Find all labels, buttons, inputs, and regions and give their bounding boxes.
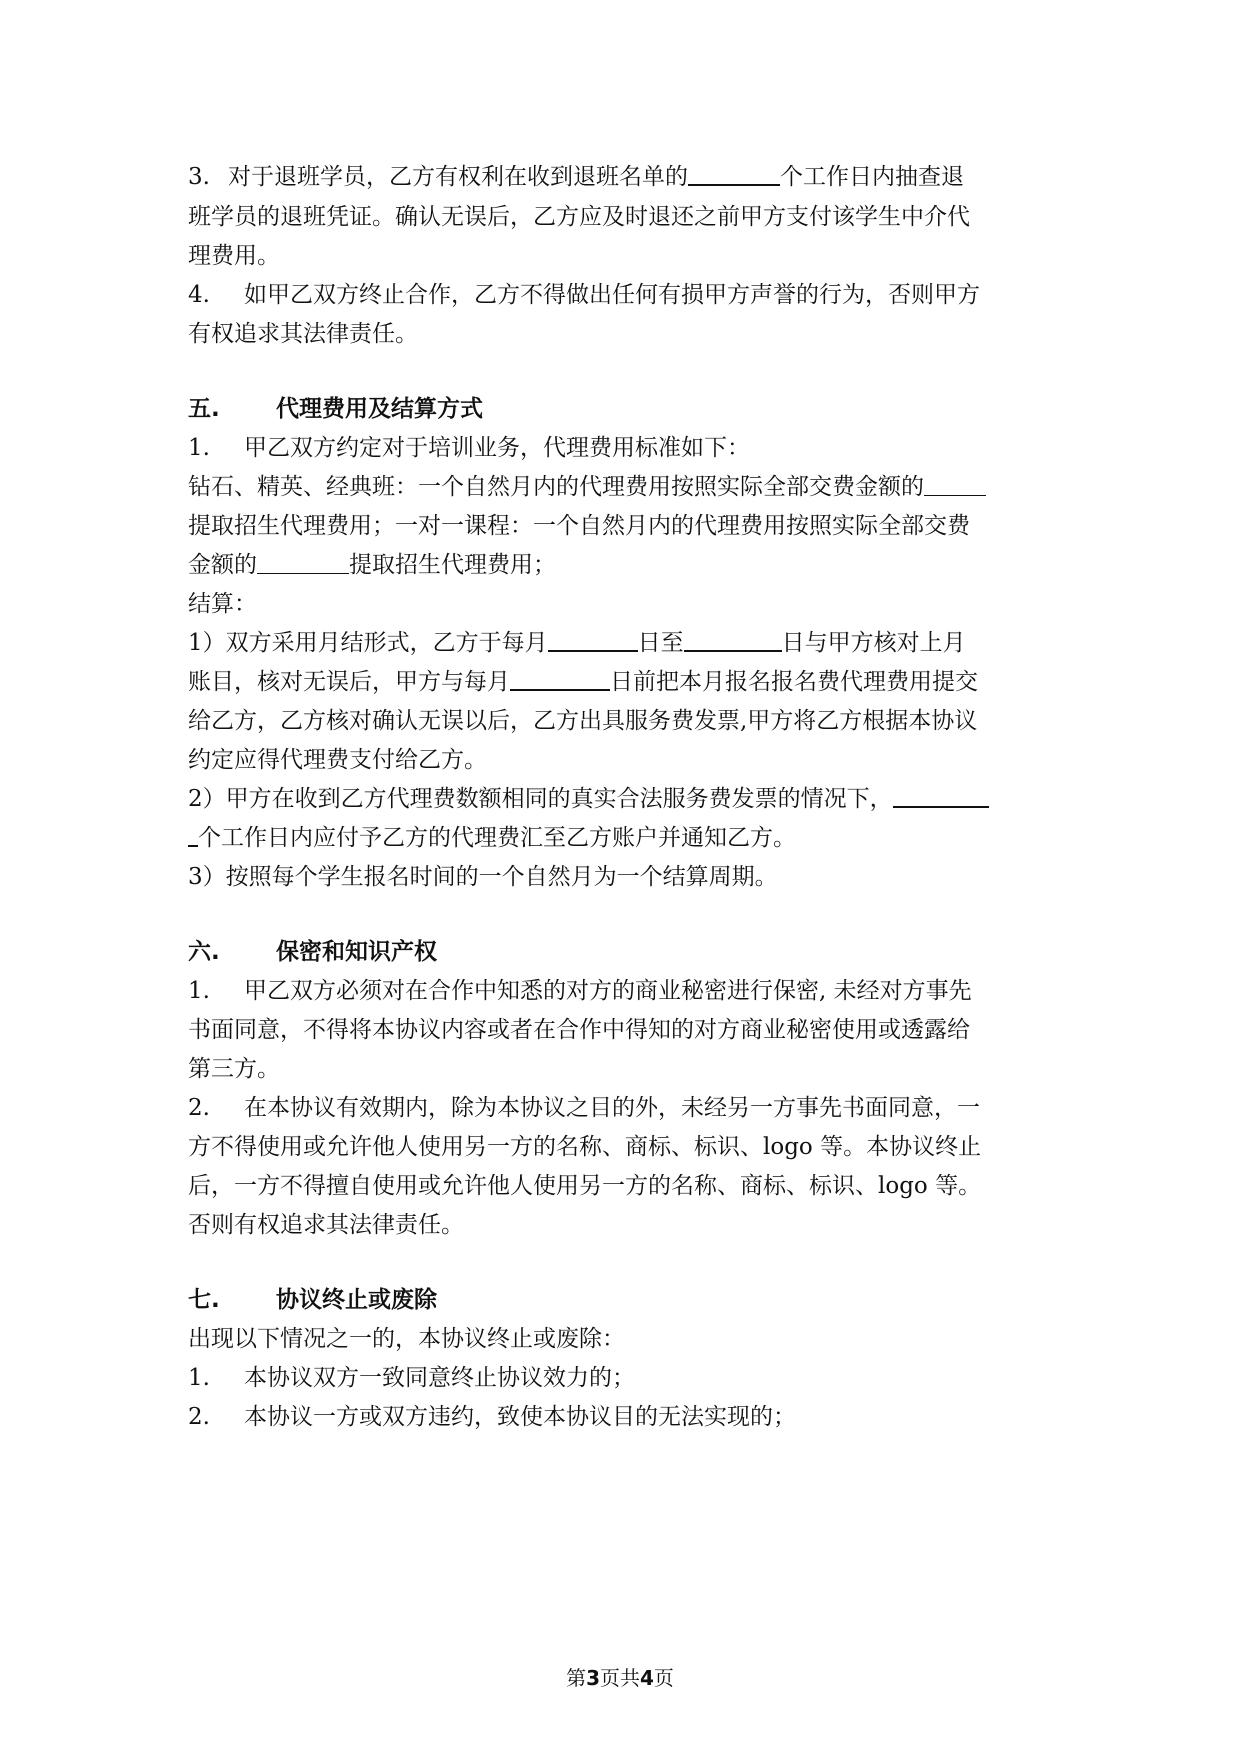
section7-heading xyxy=(188,1280,1058,1320)
blank-field xyxy=(510,663,610,691)
blank-field xyxy=(924,469,986,496)
page-footer: 第3页共4页 xyxy=(566,1666,674,1690)
s7-item2: 2. 本协议一方或双方违约，致使本协议目的无法实现的； xyxy=(188,1397,1058,1437)
settlement-label: 结算： xyxy=(188,591,257,617)
s6-item1-number: 1. xyxy=(188,978,210,1004)
s4-item3-number: 3. xyxy=(188,164,210,190)
s4-item3-line1: 3. 对于退班学员，乙方有权利在收到退班名单的 个工作日内抽查退 xyxy=(188,157,1058,197)
s4-item4-number: 4. xyxy=(188,282,210,308)
s7-item1-number: 1. xyxy=(188,1365,210,1391)
s5-item1: 1. 甲乙双方约定对于培训业务，代理费用标准如下： xyxy=(188,428,1058,468)
blank-field xyxy=(548,624,638,652)
s6-item2-number: 2. xyxy=(188,1095,210,1121)
section5-title: 代理费用及结算方式 xyxy=(276,396,483,422)
blank-field xyxy=(688,158,780,186)
s4-item4-line2: 有权追求其法律责任。 xyxy=(188,321,418,347)
s4-item3-line3: 理费用。 xyxy=(188,243,280,269)
s5-r2-line1: 2）甲方在收到乙方代理费数额相同的真实合法服务费发票的情况下， xyxy=(188,779,1058,819)
s6-item2-line1: 2. 在本协议有效期内，除为本协议之目的外，未经另一方事先书面同意，一 xyxy=(188,1088,1058,1128)
s5-r2-line2: 个工作日内应付予乙方的代理费汇至乙方账户并通知乙方。 xyxy=(188,818,1058,858)
section6-title: 保密和知识产权 xyxy=(276,939,437,965)
s6-item1-line3: 第三方。 xyxy=(188,1056,280,1082)
s4-item4-line1: 4. 如甲乙双方终止合作，乙方不得做出任何有损甲方声誉的行为，否则甲方 xyxy=(188,275,1058,315)
s6-item2-line2: 方不得使用或允许他人使用另一方的名称、商标、标识、logo 等。本协议终止 xyxy=(188,1134,982,1160)
s7-item1: 1. 本协议双方一致同意终止协议效力的； xyxy=(188,1358,1058,1398)
s5-r1-line2: 账目，核对无误后，甲方与每月 日前把本月报名报名费代理费用提交 xyxy=(188,662,1058,702)
section6-heading xyxy=(188,932,1058,972)
blank-field xyxy=(893,780,989,808)
s5-item1-number: 1. xyxy=(188,435,210,461)
s6-item1-line2: 书面同意，不得将本协议内容或者在合作中得知的对方商业秘密使用或透露给 xyxy=(188,1017,970,1043)
s5-r1-line1: 1）双方采用月结形式，乙方于每月 日至 日与甲方核对上月 xyxy=(188,623,1058,663)
blank-field xyxy=(684,624,782,652)
s5-para-line3: 金额的 提取招生代理费用； xyxy=(188,545,1058,585)
s5-r1-line3: 给乙方，乙方核对确认无误以后，乙方出具服务费发票,甲方将乙方根据本协议 xyxy=(188,708,978,734)
blank-field xyxy=(257,547,349,574)
s5-para-line1: 钻石、精英、经典班：一个自然月内的代理费用按照实际全部交费金额的 xyxy=(188,467,1058,507)
s4-item3-line2: 班学员的退班凭证。确认无误后，乙方应及时退还之前甲方支付该学生中介代 xyxy=(188,204,970,230)
s7-item2-number: 2. xyxy=(188,1404,210,1430)
s5-para-line2: 提取招生代理费用；一对一课程：一个自然月内的代理费用按照实际全部交费 xyxy=(188,513,970,539)
section7-number: 七. xyxy=(188,1287,220,1313)
s7-intro: 出现以下情况之一的，本协议终止或废除： xyxy=(188,1326,625,1352)
blank-field xyxy=(188,819,198,847)
section7-title: 协议终止或废除 xyxy=(276,1287,437,1313)
s5-r3: 3）按照每个学生报名时间的一个自然月为一个结算周期。 xyxy=(188,864,778,890)
section5-heading xyxy=(188,389,1058,429)
s5-r1-line4: 约定应得代理费支付给乙方。 xyxy=(188,747,487,773)
s6-item1-line1: 1. 甲乙双方必须对在合作中知悉的对方的商业秘密进行保密, 未经对方事先 xyxy=(188,971,1058,1011)
section6-number: 六. xyxy=(188,939,220,965)
current-page-number: 3 xyxy=(586,1666,600,1690)
section5-number: 五. xyxy=(188,396,220,422)
total-page-number: 4 xyxy=(640,1666,654,1690)
s6-item2-line3: 后，一方不得擅自使用或允许他人使用另一方的名称、商标、标识、logo 等。 xyxy=(188,1173,982,1199)
s6-item2-line4: 否则有权追求其法律责任。 xyxy=(188,1212,464,1238)
